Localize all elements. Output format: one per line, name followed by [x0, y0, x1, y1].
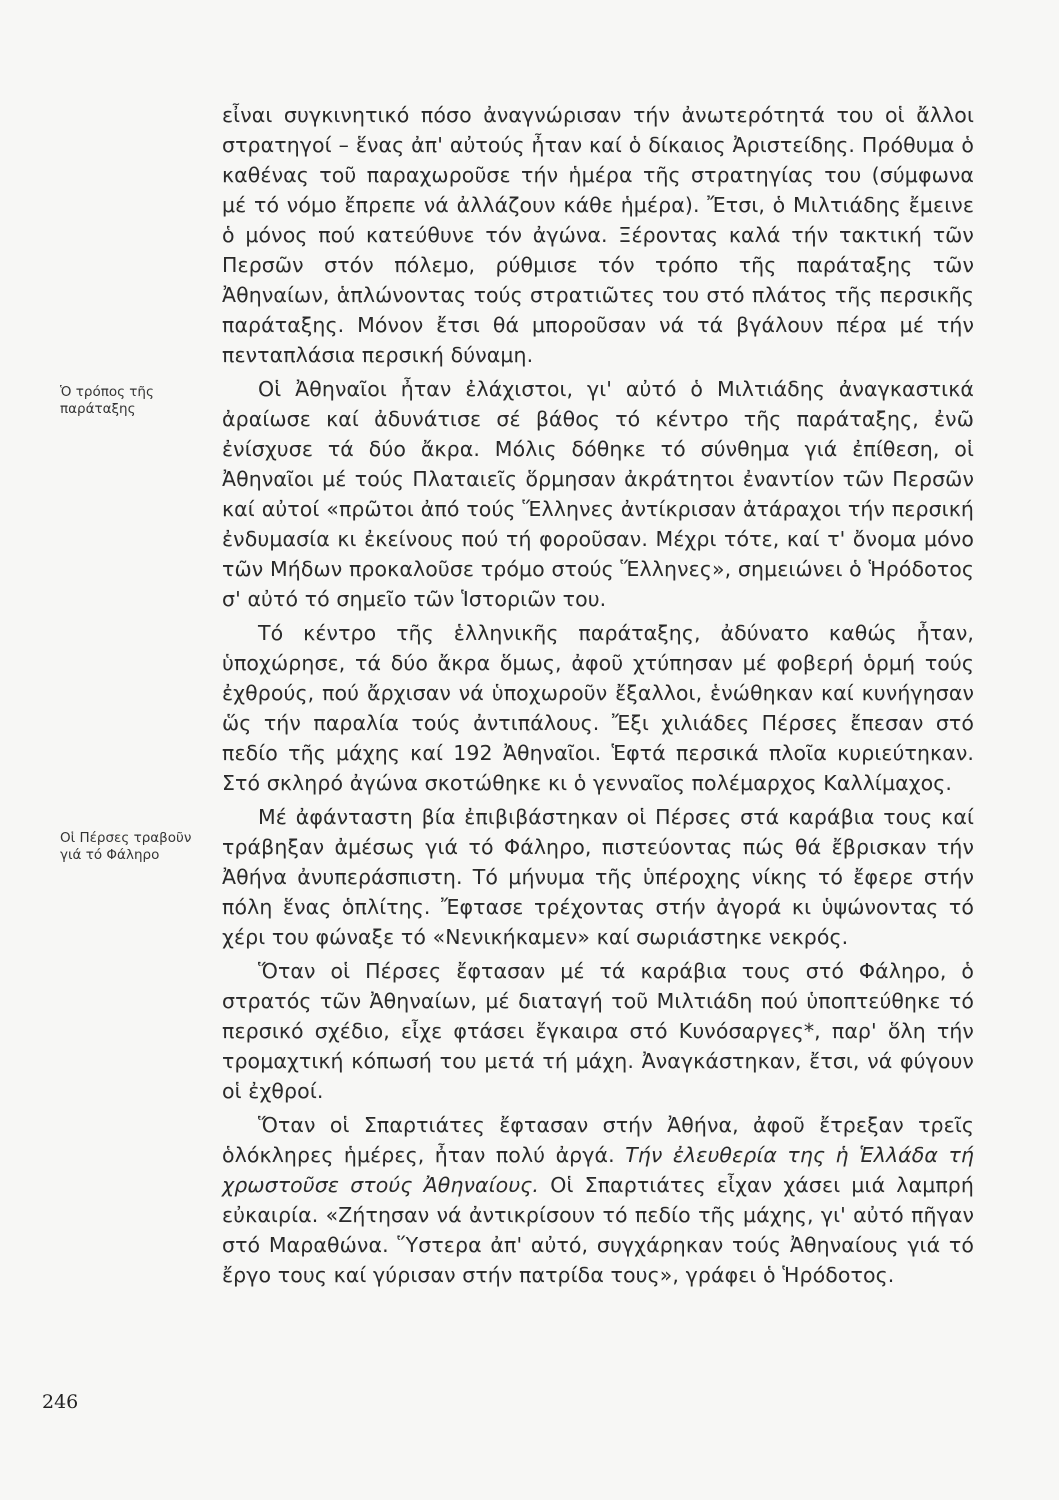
page-number: 246	[42, 1391, 79, 1413]
main-text-column	[222, 100, 974, 1290]
italic-emphasis: Τήν ἐλευθερία της ἡ Ἑλλάδα τή χρωστοῦσε στούς Ἀθηναίους.	[222, 1143, 974, 1197]
paragraph: Τό κέντρο τῆς ἑλληνικῆς παράταξης, ἀδύνατο καθώς ἦταν, ὑποχώρησε, τά δύο ἄκρα ὅμως, ἀφοῦ χτύπησαν μέ φοβερή ὁρμή τούς ἐχθρούς, πού ἄρχισαν νά ὑποχωροῦν ἔξαλλοι, ἑνώθηκαν καί κυνήγησαν ὥς τήν παραλία τούς ἀντιπάλους. Ἔξι χιλιάδες Πέρσες ἔπεσαν στό πεδίο τῆς μάχης καί 192 Ἀθηναῖοι. Ἑφτά περσικά πλοῖα κυριεύτηκαν. Στό σκληρό ἀγώνα σκοτώθηκε κι ὁ γενναῖος πολέμαρχος Καλλίμαχος.	[222, 621, 974, 795]
paragraph: Ὅταν οἱ Πέρσες ἔφτασαν μέ τά καράβια τους στό Φάληρο, ὁ στρατός τῶν Ἀθηναίων, μέ διαταγή τοῦ Μιλτιάδη πού ὑποπτεύθηκε τό περσικό σχέδιο, εἶχε φτάσει ἔγκαιρα στό Κυνόσαργες*, παρ' ὅλη τήν τρομαχτική κόπωσή του μετά τή μάχη. Ἀναγκάστηκαν, ἔτσι, νά φύγουν οἱ ἐχθροί.	[222, 959, 974, 1103]
paragraph: εἶναι συγκινητικό πόσο ἀναγνώρισαν τήν ἀνωτερότητά του οἱ ἄλλοι στρατηγοί – ἕνας ἀπ' αὐτούς ἦταν καί ὁ δίκαιος Ἀριστείδης. Πρόθυμα ὁ καθένας τοῦ παραχωροῦσε τήν ἡμέρα τῆς στρατηγίας του (σύμφωνα μέ τό νόμο ἔπρεπε νά ἀλλάζουν κάθε ἡμέρα). Ἔτσι, ὁ Μιλτιάδης ἔμεινε ὁ μόνος πού κατεύθυνε τόν ἀγώνα. Ξέροντας καλά τήν τακτική τῶν Περσῶν στόν πόλεμο, ρύθμισε τόν τρόπο τῆς παράταξης τῶν Ἀθηναίων, ἁπλώνοντας τούς στρατιῶτες του στό πλάτος τῆς περσικῆς παράταξης. Μόνον ἔτσι θά μποροῦσαν νά τά βγάλουν πέρα μέ τήν πενταπλάσια περσική δύναμη.	[222, 103, 974, 367]
paragraph-text: Οἱ Σπαρτιάτες εἶχαν χάσει μιά λαμπρή εὐκαιρία. «Ζήτησαν νά ἀντικρίσουν τό πεδίο τῆς μάχης, γι' αὐτό πῆγαν στό Μαραθώνα. Ὕστερα ἀπ' αὐτό, συγχάρηκαν τούς Ἀθηναίους γιά τό ἔργο τους καί γύρισαν στήν πατρίδα τους», γράφει ὁ Ἡρόδοτος.	[222, 1173, 974, 1287]
paragraph: Μέ ἀφάνταστη βία ἐπιβιβάστηκαν οἱ Πέρσες στά καράβια τους καί τράβηξαν ἀμέσως γιά τό Φάληρο, πιστεύοντας πώς θά ἔβρισκαν τήν Ἀθήνα ἀνυπεράσπιστη. Τό μήνυμα τῆς ὑπέροχης νίκης τό ἔφερε στήν πόλη ἕνας ὁπλίτης. Ἔφτασε τρέχοντας στήν ἀγορά κι ὑψώνοντας τό χέρι του φώναξε τό «Νενικήκαμεν» καί σωριάστηκε νεκρός.	[222, 805, 974, 949]
margin-note-persians-to-phaleron: Οἱ Πέρσες τραβοῦν γιά τό Φάληρο	[60, 830, 192, 863]
margin-note-battle-formation: Ὁ τρόπος τῆς παράταξης	[60, 384, 154, 417]
paragraph-text: Ὅταν οἱ Σπαρτιάτες ἔφτασαν στήν Ἀθήνα, ἀφοῦ ἔτρεξαν τρεῖς ὁλόκληρες ἡμέρες, ἦταν πολύ ἀργά.	[222, 1113, 974, 1167]
paragraph: Οἱ Ἀθηναῖοι ἦταν ἐλάχιστοι, γι' αὐτό ὁ Μιλτιάδης ἀναγκαστικά ἀραίωσε καί ἀδυνάτισε σέ βάθος τό κέντρο τῆς παράταξης, ἐνῶ ἐνίσχυσε τά δύο ἄκρα. Μόλις δόθηκε τό σύνθημα γιά ἐπίθεση, οἱ Ἀθηναῖοι μέ τούς Πλαταιεῖς ὅρμησαν ἀκράτητοι ἐναντίον τῶν Περσῶν καί αὐτοί «πρῶτοι ἀπό τούς Ἕλληνες ἀντίκρισαν ἀτάραχοι τήν περσική ἐνδυμασία κι ἐκείνους πού τή φοροῦσαν. Μέχρι τότε, καί τ' ὄνομα μόνο τῶν Μήδων προκαλοῦσε τρόμο στούς Ἕλληνες», σημειώνει ὁ Ἡρόδοτος σ' αὐτό τό σημεῖο τῶν Ἱστοριῶν του.	[222, 377, 974, 611]
paragraph	[222, 1110, 974, 1290]
